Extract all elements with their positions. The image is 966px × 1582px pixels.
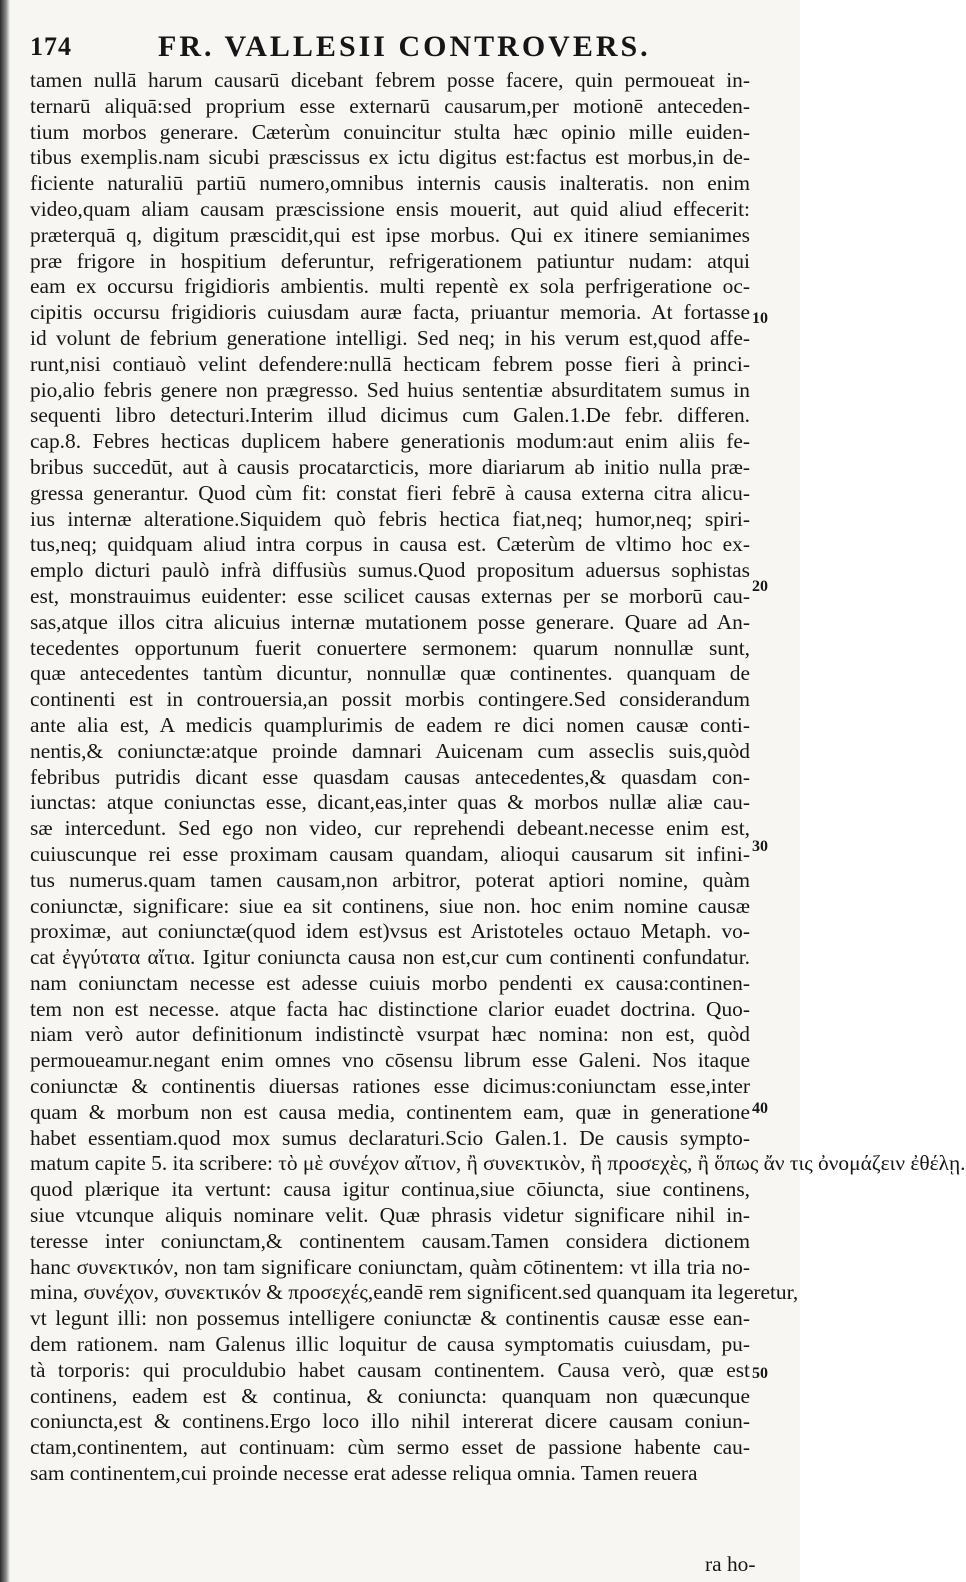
page-number: 174 [30,32,72,61]
catchword: ra ho- [705,1552,756,1576]
text-line: cap.8. Febres hecticas duplicem habere generationis modum:aut enim aliis fe- [30,429,750,454]
text-line: præ frigore in hospitium deferuntur, refrigerationem patiuntur nudam: atqui [30,248,750,273]
text-line: tibus exemplis.nam sicubi præscissus ex ictu digitus est:factus est morbus,in de- [30,145,750,170]
text-line: tà torporis: qui proculdubio habet causam continentem. Causa verò, quæ est [30,1357,750,1382]
text-line: quam & morbum non est causa media, continentem eam, quæ in generatione [30,1099,750,1124]
text-line: mina, συνέχον, συνεκτικόν & προσεχές,eandē rem significent.sed quanquam ita legeretur, [30,1280,799,1305]
text-line: quod plærique ita vertunt: causa igitur continua,siue cōiuncta, siue continens, [30,1177,750,1202]
text-line: cipitis occursu frigidioris cuiusdam auræ facta, priuantur memoria. At fortasse [30,300,750,325]
text-line: tecedentes opportunum fuerit conuertere sermonem: quarum nonnullæ sunt, [30,635,750,660]
text-line: sequenti libro detecturi.Interim illud dicimus cum Galen.1.De febr. differen. [30,403,750,428]
text-line: ctam,continentem, aut continuam: cùm sermo esset de passione habente cau- [30,1435,750,1460]
text-line: sas,atque illos citra alicuius internæ mutationem posse generare. Quare ad An- [30,609,750,634]
text-line: tamen nullā harum causarū dicebant febrem posse facere, quin permoueat in- [30,68,750,92]
text-line: ius internæ alteratione.Siquidem quò febris hectica fiat,neq; humor,neq; spiri- [30,506,750,531]
text-line: video,quam aliam causam præscissione ensis mouerit, aut quid aliud effecerit: [30,196,750,221]
text-line: id volunt de febrium generatione intelligi. Sed neq; in his verum est,quod affe- [30,325,750,350]
text-line: cat ἐγγύτατα αἴτια. Igitur coniuncta causa non est,cur cum continenti confundatur. [30,945,750,970]
text-line: habet essentiam.quod mox sumus declaraturi.Scio Galen.1. De causis sympto- [30,1125,750,1150]
text-line: ternarū aliquā:sed proprium esse externarū causarum,per motionē anteceden- [30,93,750,118]
text-line: continenti est in controuersia,an possit morbis contingere.Sed considerandum [30,687,750,712]
text-line: emplo dicturi paulò infrà diffusiùs sumus.Quod propositum aduersus sophistas [30,558,750,583]
text-line: sam continentem,cui proinde necesse erat adesse reliqua omnia. Tamen reuera [30,1461,698,1486]
running-title: FR. VALLESII CONTROVERS. [158,30,651,63]
text-line: tus,neq; quidquam aliud intra corpus in causa est. Cæterùm de vltimo hoc ex- [30,532,750,557]
text-line: sæ intercedunt. Sed ego non video, cur reprehendi debeant.necesse enim est, [30,816,750,841]
text-line: tium morbos generare. Cæterùm conuincitur stulta hæc opinio mille euiden- [30,119,750,144]
text-line: nentis,& coniunctæ:atque proinde damnari Auicenam cum asseclis suis,quòd [30,738,750,763]
text-line: siue vtcunque aliquis nominare velit. Quæ phrasis videtur significare nihil in- [30,1203,750,1228]
text-line: dem rationem. nam Galenus illic loquitur de causa symptomatis cuiusdam, pu- [30,1332,750,1357]
page-header [30,28,670,68]
text-line: niam verò autor definitionum indistinctè vsurpat hæc nomina: non est, quòd [30,1022,750,1047]
text-line: gressa generantur. Quod cùm fit: constat fieri febrē à causa externa citra alicu- [30,480,750,505]
text-line: bribus succedūt, aut à causis procatarcticis, more diariarum ab initio nulla præ- [30,454,750,479]
margin-line-number: 50 [752,1365,768,1382]
text-line: ficiente naturaliū partiū numero,omnibus internis causis inalteratis. non enim [30,171,750,196]
text-line: tem non est necesse. atque facta hac distinctione clarior euadet doctrina. Quo- [30,996,750,1021]
text-line: hanc συνεκτικόν, non tam significare coniunctam, quàm cōtinentem: vt illa tria no- [30,1254,750,1279]
text-line: coniunctæ, significare: siue ea sit continens, siue non. hoc enim nomine causæ [30,893,750,918]
text-line: præterquā q, digitum præscidit,qui est ipse morbus. Qui ex itinere semianimes [30,222,750,247]
text-line: est, monstrauimus euidenter: esse scilicet causas externas per se morborū cau- [30,583,750,608]
text-line: permoueamur.negant enim omnes vno cōsensu librum esse Galeni. Nos itaque [30,1048,750,1073]
text-line: nam coniunctam necesse est adesse cuiuis morbo pendenti ex causa:continen- [30,970,750,995]
text-line: vt legunt illi: non possemus intelligere coniunctæ & continentis causæ esse ean- [30,1306,750,1331]
text-line: matum capite 5. ita scribere: τὸ μὲ συνέχον αἴτιον, ἢ συνεκτικὸν, ἢ προσεχὲς, ἢ ὅπως ἄν τις ὀνομάζειν ἐθέλῃ. [30,1151,966,1176]
text-line: ante alia est, A medicis quamplurimis de eadem re dici nomen causæ conti- [30,712,750,737]
margin-line-number: 30 [752,838,768,855]
text-line: cuiuscunque rei esse proximam causam quandam, alioqui causarum sit infini- [30,841,750,866]
text-line: iunctas: atque coniunctas esse, dicant,eas,inter quas & morbos nullæ aliæ cau- [30,790,750,815]
margin-line-number: 20 [752,578,768,595]
text-line: coniunctæ & continentis diuersas rationes esse dicimus:coniunctam esse,inter [30,1074,750,1099]
text-line: tus numerus.quam tamen causam,non arbitror, poterat aptiori nomine, quàm [30,867,750,892]
margin-line-number: 10 [752,310,768,327]
page-gutter-shadow [0,0,10,1582]
text-line: runt,nisi contiauò velint defendere:nullā hecticam febrem posse fieri à princi- [30,351,750,376]
text-line: eam ex occursu frigidioris ambientis. multi repentè ex sola perfrigeratione oc- [30,274,750,299]
text-line: coniuncta,est & continens.Ergo loco illo nihil intererat dicere causam coniun- [30,1409,750,1434]
text-line: teresse inter coniunctam,& continentem causam.Tamen considera dictionem [30,1228,750,1253]
text-line: quæ antecedentes tantùm dicuntur, nonnullæ quæ continentes. quanquam de [30,661,750,686]
text-line: pio,alio febris genere non prægresso. Sed huius sententiæ absurditatem sumus in [30,377,750,402]
text-line: proximæ, aut coniunctæ(quod idem est)vsus est Aristoteles octauo Metaph. vo- [30,919,750,944]
text-line: febribus putridis dicant esse quasdam causas antecedentes,& quasdam con- [30,764,750,789]
text-line: continens, eadem est & continua, & coniuncta: quanquam non quæcunque [30,1383,750,1408]
margin-line-number: 40 [752,1100,768,1117]
